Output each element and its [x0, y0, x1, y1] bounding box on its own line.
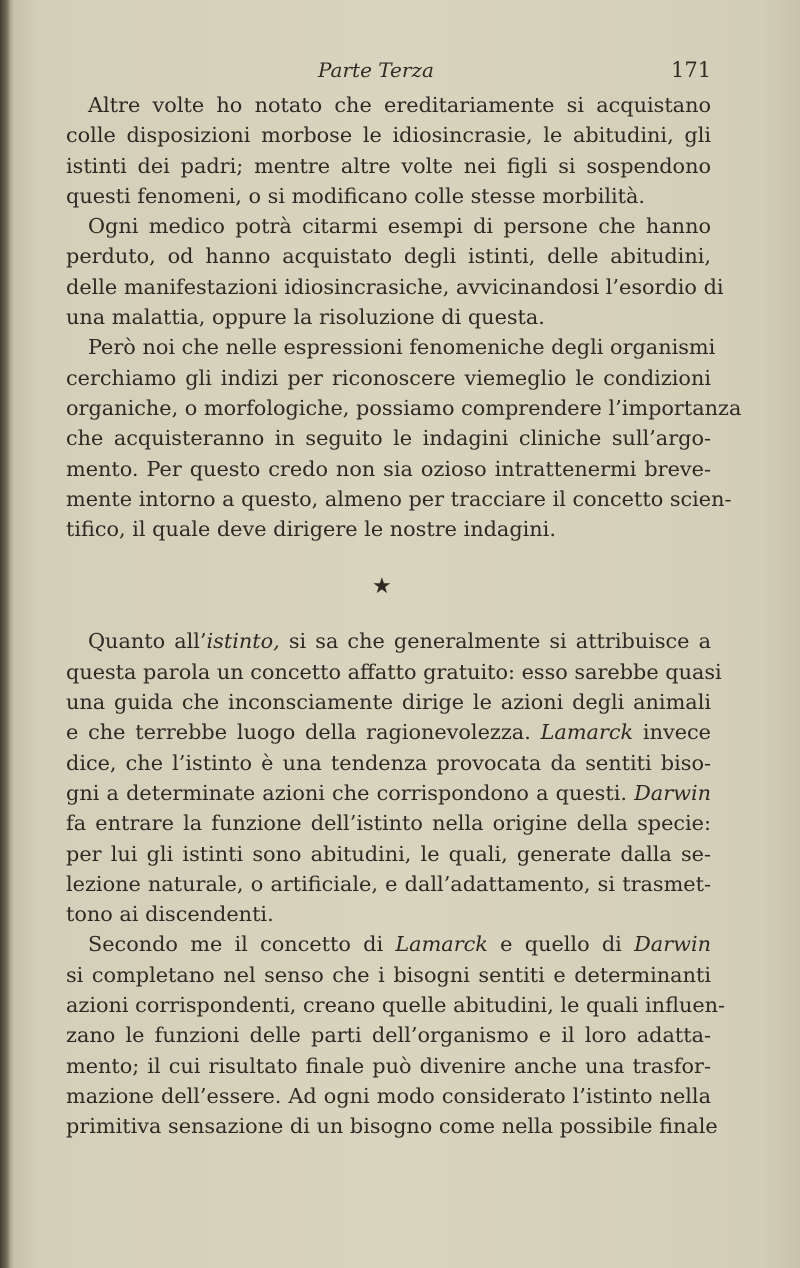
text-line: dice, che l’istinto è una tendenza provocata da sentiti biso- — [66, 750, 711, 775]
page-header — [0, 58, 800, 88]
text-line: istinti dei padri; mentre altre volte nei figli si sospendono — [66, 153, 711, 178]
paragraph-istinto — [66, 626, 722, 929]
text-line: cerchiamo gli indizi per riconoscere viemeglio le condizioni — [66, 365, 711, 390]
text-line: mazione dell’essere. Ad ogni modo considerato l’istinto nella — [66, 1083, 711, 1108]
text-line: Ogni medico potrà citarmi esempi di persone che hanno — [88, 214, 711, 239]
italic-name: Lamarck — [540, 720, 634, 745]
text-line: mento. Per questo credo non sia ozioso intrattenermi breve- — [66, 456, 711, 481]
text-line — [66, 626, 711, 656]
text-line: azioni corrispondenti, creano quelle abitudini, le quali influen- — [66, 993, 726, 1018]
text-line: mente intorno a questo, almeno per tracciare il concetto scien- — [66, 486, 732, 511]
italic-name: Darwin — [634, 932, 711, 957]
text-line: tono ai discendenti. — [66, 902, 274, 927]
text-span: Secondo me il concetto di — [88, 932, 396, 957]
text-span: e quello di — [487, 932, 635, 957]
body-text — [66, 90, 742, 1142]
text-line: si completano nel senso che i bisogni sentiti e determinanti — [66, 962, 711, 987]
text-span: Quanto all’ — [88, 629, 207, 654]
text-line: che acquisteranno in seguito le indagini cliniche sull’argo- — [66, 426, 711, 451]
text-line: Però noi che nelle espressioni fenomeniche degli organismi — [88, 335, 716, 360]
page-number: 171 — [671, 58, 712, 82]
paragraph-3 — [66, 332, 742, 544]
paragraph-secondo — [66, 929, 726, 1141]
text-line: colle disposizioni morbose le idiosincrasie, le abitudini, gli — [66, 123, 711, 148]
text-line: per lui gli istinti sono abitudini, le quali, generate dalla se- — [66, 841, 711, 866]
paragraph-1 — [66, 90, 711, 211]
text-line: tifico, il quale deve dirigere le nostre indagini. — [66, 517, 556, 542]
text-line — [66, 929, 711, 959]
star-ornament: ★ — [372, 574, 392, 600]
section-separator — [66, 544, 711, 626]
italic-term: istinto, — [206, 629, 280, 654]
text-line: delle manifestazioni idiosincrasiche, avvicinandosi l’esordio di — [66, 274, 724, 299]
text-line: una guida che inconsciamente dirige le azioni degli animali — [66, 690, 711, 715]
text-line — [66, 717, 711, 747]
text-line: questi fenomeni, o si modificano colle stesse morbilità. — [66, 183, 646, 208]
text-span: invece — [633, 720, 711, 745]
italic-name: Lamarck — [395, 932, 488, 957]
text-line: primitiva sensazione di un bisogno come nella possibile finale — [66, 1114, 718, 1139]
text-line: perduto, od hanno acquistato degli istinti, delle abitudini, — [66, 244, 711, 269]
text-line: organiche, o morfologiche, possiamo comprendere l’importanza — [66, 395, 742, 420]
text-span: gni a determinate azioni che corrispondono a questi. — [66, 780, 635, 805]
text-line — [66, 778, 711, 808]
text-line: questa parola un concetto affatto gratuito: esso sarebbe quasi — [66, 659, 722, 684]
text-span: e che terrebbe luogo della ragionevolezza. — [66, 720, 541, 745]
text-line: una malattia, oppure la risoluzione di questa. — [66, 305, 545, 330]
text-line: fa entrare la funzione dell’istinto nella origine della specie: — [66, 811, 711, 836]
text-line: mento; il cui risultato finale può divenire anche una trasfor- — [66, 1053, 711, 1078]
text-line: zano le funzioni delle parti dell’organismo e il loro adatta- — [66, 1023, 711, 1048]
book-spine-shadow — [0, 0, 10, 1268]
text-line: lezione naturale, o artificiale, e dall’adattamento, si trasmet- — [66, 871, 711, 896]
paragraph-2 — [66, 211, 724, 332]
text-span: si sa che generalmente si attribuisce a — [279, 629, 711, 654]
italic-name: Darwin — [634, 780, 711, 805]
running-title: Parte Terza — [318, 58, 434, 82]
text-line: Altre volte ho notato che ereditariamente si acquistano — [88, 93, 711, 117]
